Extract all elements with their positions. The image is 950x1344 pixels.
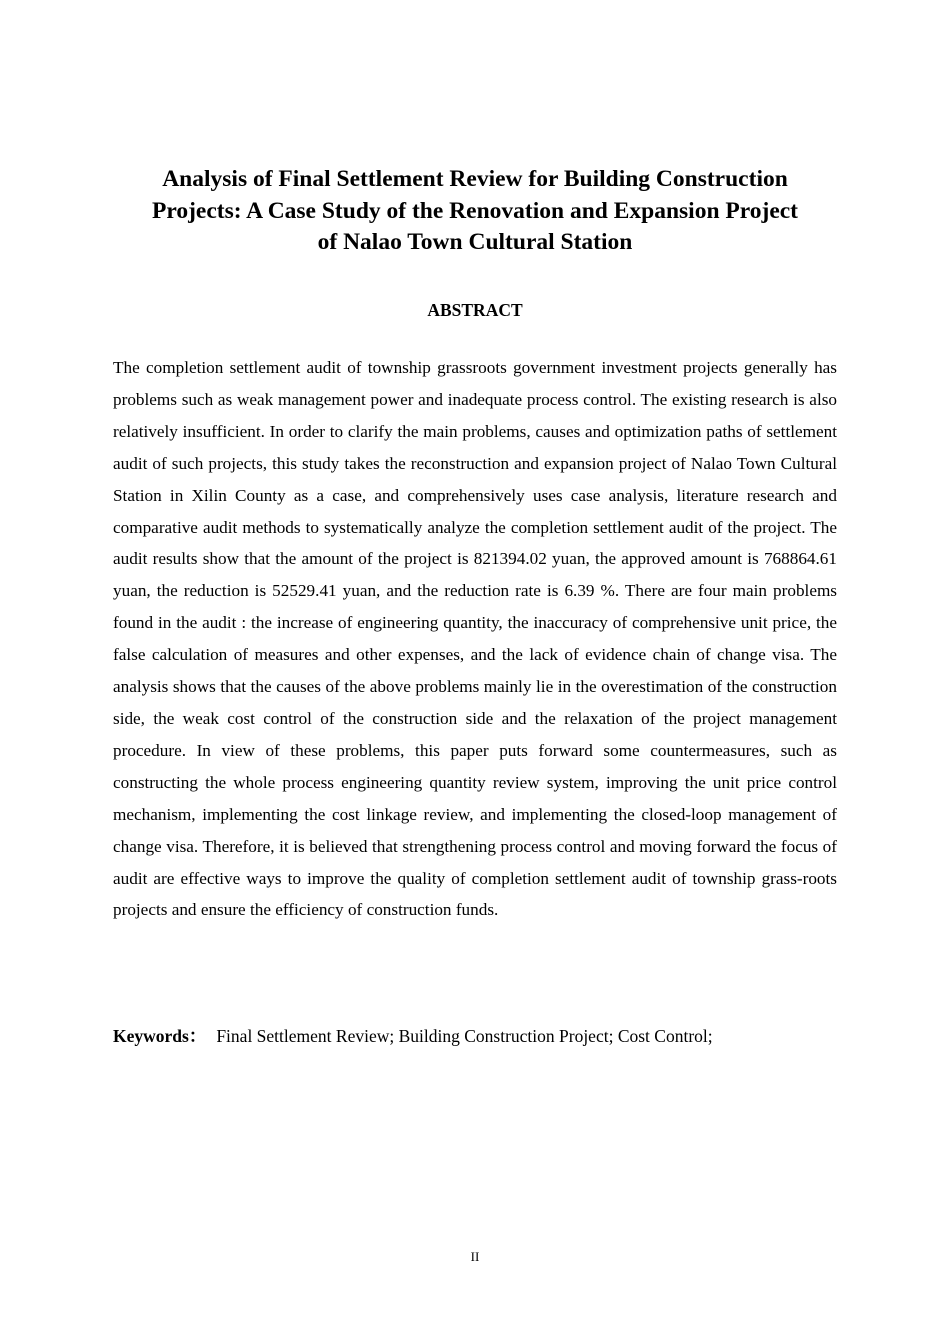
keywords-line	[113, 1023, 837, 1049]
paper-title-line-1: Analysis of Final Settlement Review for Building Construction	[162, 166, 788, 192]
abstract-heading: ABSTRACT	[427, 300, 523, 320]
paper-title	[100, 164, 850, 259]
paper-title-line-2: Projects: A Case Study of the Renovation and Expansion Project	[151, 197, 799, 224]
abstract-body: The completion settlement audit of township grassroots government investment projects generally has problems such as weak management power and inadequate process control. The existing research is also relatively insufficient. In order to clarify the main problems, causes and optimization paths of settlement audit of such projects, this study takes the reconstruction and expansion project of Nalao Town Cultural Station in Xilin County as a case, and comprehensively uses case analysis, literature research and comparative audit methods to systematically analyze the completion settlement audit of the project. The audit results show that the amount of the project is 821394.02 yuan, the approved amount is 768864.61 yuan, the reduction is 52529.41 yuan, and the reduction rate is 6.39 %. There are four main problems found in the audit : the increase of engineering quantity, the inaccuracy of comprehensive unit price, the false calculation of measures and other expenses, and the lack of evidence chain of change visa. The analysis shows that the causes of the above problems mainly lie in the overestimation of the construction side, the weak cost control of the construction side and the relaxation of the project management procedure. In view of these problems, this paper puts forward some countermeasures, such as constructing the whole process engineering quantity review system, improving the unit price control mechanism, implementing the cost linkage review, and implementing the closed-loop management of change visa. Therefore, it is believed that strengthening process control and moving forward the focus of audit are effective ways to improve the quality of completion settlement audit of township grass-roots projects and ensure the efficiency of construction funds.	[113, 358, 837, 920]
paper-title-line-3: of Nalao Town Cultural Station	[317, 229, 633, 255]
page-number: II	[470, 1249, 480, 1264]
keywords-label: Keywords：	[113, 1026, 207, 1046]
keywords-text: Final Settlement Review; Building Construction Project; Cost Control;	[216, 1026, 713, 1046]
